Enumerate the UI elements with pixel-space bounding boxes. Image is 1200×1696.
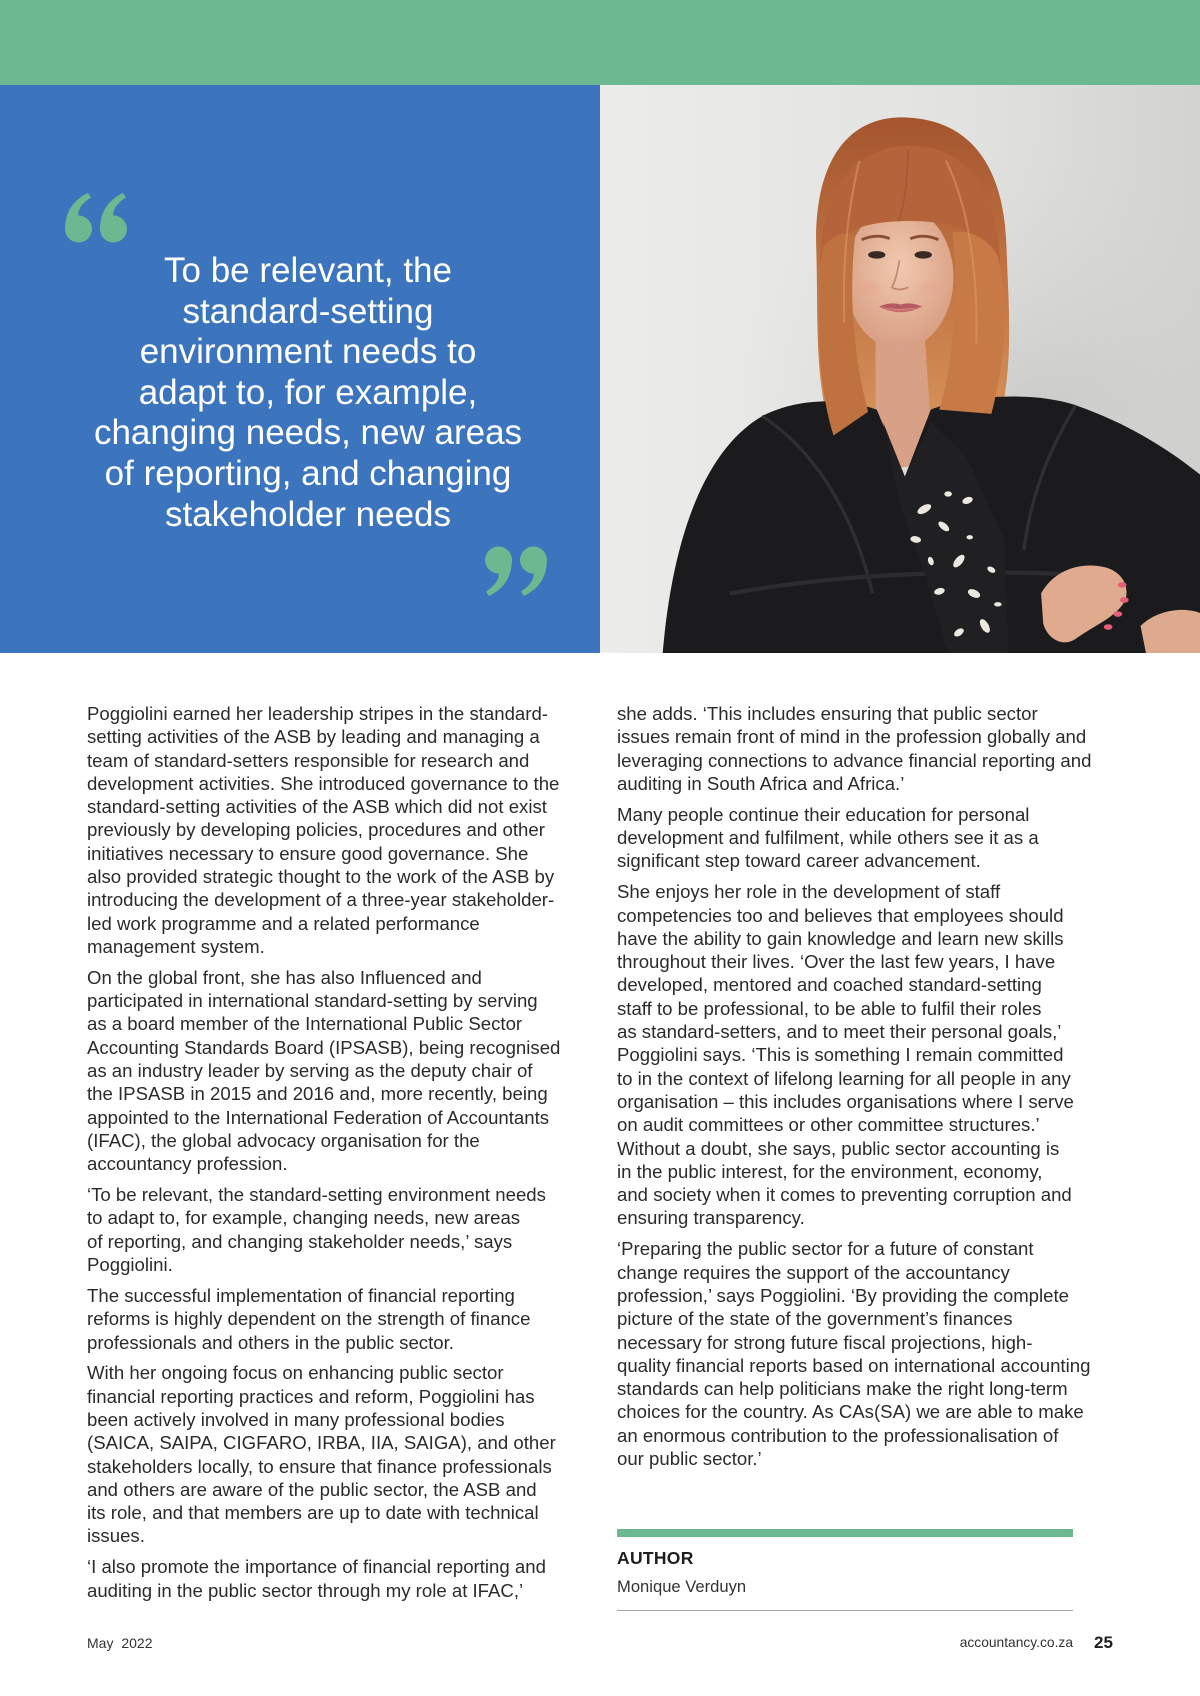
close-quote-icon bbox=[484, 546, 547, 596]
page-number: 25 bbox=[1094, 1633, 1113, 1652]
text-line: financial reporting practices and reform, Poggiolini has bbox=[87, 1385, 535, 1407]
text-line: an enormous contribution to the professionalisation of bbox=[617, 1424, 1059, 1446]
text-line: on audit committees or other committee structures.’ bbox=[617, 1114, 1040, 1136]
body-paragraph bbox=[617, 803, 1177, 873]
text-line: its role, and that members are up to date with technical bbox=[87, 1502, 539, 1524]
author-bottom-rule bbox=[617, 1610, 1073, 1611]
text-line: to adapt to, for example, changing needs, new areas bbox=[87, 1207, 521, 1229]
text-line: also provided strategic thought to the work of the ASB by bbox=[87, 866, 555, 888]
text-line: ‘To be relevant, the standard-setting environment needs bbox=[87, 1184, 546, 1206]
text-line: With her ongoing focus on enhancing public sector bbox=[87, 1362, 504, 1384]
text-line: competencies too and believes that employees should bbox=[617, 904, 1064, 926]
open-quote-icon bbox=[65, 193, 128, 243]
text-line: organisation – this includes organisations where I serve bbox=[617, 1090, 1074, 1112]
text-line: standards can help politicians make the right long-term bbox=[617, 1378, 1068, 1400]
text-line: picture of the state of the government’s finances bbox=[617, 1308, 1013, 1330]
text-line: She enjoys her role in the development of staff bbox=[617, 881, 1001, 903]
pull-quote-line: adapt to, for example, bbox=[138, 372, 478, 412]
article-column-left bbox=[87, 702, 607, 1610]
author-name: Monique Verduyn bbox=[617, 1577, 747, 1596]
text-line: issues. bbox=[87, 1525, 145, 1547]
text-line: developed, mentored and coached standard-setting bbox=[617, 974, 1042, 996]
portrait-photo bbox=[600, 85, 1200, 653]
body-paragraph bbox=[87, 966, 607, 1176]
author-divider bbox=[617, 1529, 1073, 1537]
text-line: Accounting Standards Board (IPSASB), being recognised bbox=[87, 1036, 561, 1058]
text-line: have the ability to gain knowledge and learn new skills bbox=[617, 927, 1064, 949]
body-paragraph bbox=[87, 1361, 607, 1547]
body-paragraph bbox=[87, 1284, 607, 1354]
text-line: and society when it comes to preventing corruption and bbox=[617, 1184, 1072, 1206]
pull-quote-line: To be relevant, the bbox=[164, 251, 452, 290]
text-line: team of standard-setters responsible for research and bbox=[87, 749, 530, 771]
text-line: management system. bbox=[87, 935, 265, 957]
pull-quote-line: environment needs to bbox=[139, 332, 477, 372]
text-line: (SAICA, SAIPA, CIGFARO, IRBA, IIA, SAIGA), and other bbox=[87, 1432, 556, 1454]
body-paragraph bbox=[617, 1237, 1177, 1470]
body-paragraph bbox=[87, 702, 607, 958]
text-line: development and fulfilment, while others see it as a bbox=[617, 827, 1039, 849]
text-line: ‘I also promote the importance of financial reporting and bbox=[87, 1556, 546, 1578]
text-line: as standard-setters, and to meet their personal goals,’ bbox=[617, 1021, 1062, 1043]
text-line: (IFAC), the global advocacy organisation for the bbox=[87, 1129, 480, 1151]
text-line: professionals and others in the public sector. bbox=[87, 1331, 454, 1353]
text-line: introducing the development of a three-year stakeholder- bbox=[87, 889, 555, 911]
body-paragraph bbox=[87, 1555, 607, 1602]
text-line: issues remain front of mind in the profession globally and bbox=[617, 726, 1087, 748]
text-line: accountancy profession. bbox=[87, 1153, 288, 1175]
text-line: appointed to the International Federation of Accountants bbox=[87, 1106, 550, 1128]
text-line: stakeholders locally, to ensure that finance professionals bbox=[87, 1455, 552, 1477]
body-paragraph bbox=[617, 880, 1177, 1229]
text-line: to in the context of lifelong learning for all people in any bbox=[617, 1067, 1071, 1089]
text-line: Without a doubt, she says, public sector accounting is bbox=[617, 1137, 1060, 1159]
text-line: our public sector.’ bbox=[617, 1447, 762, 1469]
text-line: the IPSASB in 2015 and 2016 and, more recently, being bbox=[87, 1083, 548, 1105]
text-line: significant step toward career advancement. bbox=[617, 850, 981, 872]
text-line: leveraging connections to advance financial reporting and bbox=[617, 749, 1092, 771]
text-line: and others are aware of the public sector, the ASB and bbox=[87, 1478, 537, 1500]
footer-website: accountancy.co.za bbox=[959, 1635, 1073, 1650]
text-line: development activities. She introduced governance to the bbox=[87, 772, 560, 794]
text-line: setting activities of the ASB by leading and managing a bbox=[87, 726, 540, 748]
text-line: Many people continue their education for personal bbox=[617, 803, 1030, 825]
author-label: AUTHOR bbox=[617, 1548, 694, 1568]
body-paragraph bbox=[617, 702, 1177, 795]
text-line: previously by developing policies, procedures and other bbox=[87, 819, 545, 841]
text-line: reforms is highly dependent on the strength of finance bbox=[87, 1308, 531, 1330]
text-line: standard-setting activities of the ASB which did not exist bbox=[87, 796, 547, 818]
text-line: as an industry leader by serving as the deputy chair of bbox=[87, 1060, 533, 1082]
text-line: staff to be professional, to be able to fulfil their roles bbox=[617, 997, 1042, 1019]
pull-quote-line: standard-setting bbox=[182, 291, 434, 331]
face bbox=[845, 206, 953, 349]
pull-quote-text bbox=[40, 251, 576, 535]
text-line: choices for the country. As CAs(SA) we are able to make bbox=[617, 1401, 1084, 1423]
pull-quote-line: changing needs, new areas bbox=[93, 413, 523, 453]
text-line: been actively involved in many professional bodies bbox=[87, 1408, 505, 1430]
text-line: auditing in South Africa and Africa.’ bbox=[617, 772, 905, 794]
text-line: On the global front, she has also Influenced and bbox=[87, 966, 482, 988]
text-line: necessary for strong future fiscal projections, high- bbox=[617, 1331, 1033, 1353]
text-line: of reporting, and changing stakeholder needs,’ says bbox=[87, 1230, 513, 1252]
text-line: led work programme and a related performance bbox=[87, 912, 480, 934]
pull-quote-line: stakeholder needs bbox=[164, 494, 452, 534]
footer-date: May 2022 bbox=[87, 1635, 153, 1651]
text-line: she adds. ‘This includes ensuring that public sector bbox=[617, 703, 1038, 724]
body-paragraph bbox=[87, 1183, 607, 1276]
text-line: The successful implementation of financial reporting bbox=[87, 1284, 515, 1306]
portrait-illustration bbox=[600, 85, 1200, 653]
text-line: participated in international standard-setting by serving bbox=[87, 990, 538, 1012]
text-line: as a board member of the International Public Sector bbox=[87, 1013, 523, 1035]
text-line: ‘Preparing the public sector for a future of constant bbox=[617, 1238, 1034, 1260]
pull-quote-panel bbox=[0, 85, 600, 653]
text-line: in the public interest, for the environment, economy, bbox=[617, 1160, 1043, 1182]
text-line: ensuring transparency. bbox=[617, 1207, 805, 1229]
text-line: throughout their lives. ‘Over the last few years, I have bbox=[617, 951, 1056, 973]
text-line: Poggiolini says. ‘This is something I remain committed bbox=[617, 1044, 1064, 1066]
text-line: quality financial reports based on international accounting bbox=[617, 1354, 1091, 1376]
text-line: profession,’ says Poggiolini. ‘By providing the complete bbox=[617, 1284, 1069, 1306]
text-line: change requires the support of the accountancy bbox=[617, 1261, 1010, 1283]
top-color-band bbox=[0, 0, 1200, 85]
pull-quote-line: of reporting, and changing bbox=[104, 453, 512, 493]
text-line: initiatives necessary to ensure good governance. She bbox=[87, 842, 529, 864]
text-line: Poggiolini earned her leadership stripes in the standard- bbox=[87, 703, 548, 724]
text-line: auditing in the public sector through my role at IFAC,’ bbox=[87, 1579, 524, 1601]
article-column-right bbox=[617, 702, 1177, 1478]
text-line: Poggiolini. bbox=[87, 1254, 173, 1276]
